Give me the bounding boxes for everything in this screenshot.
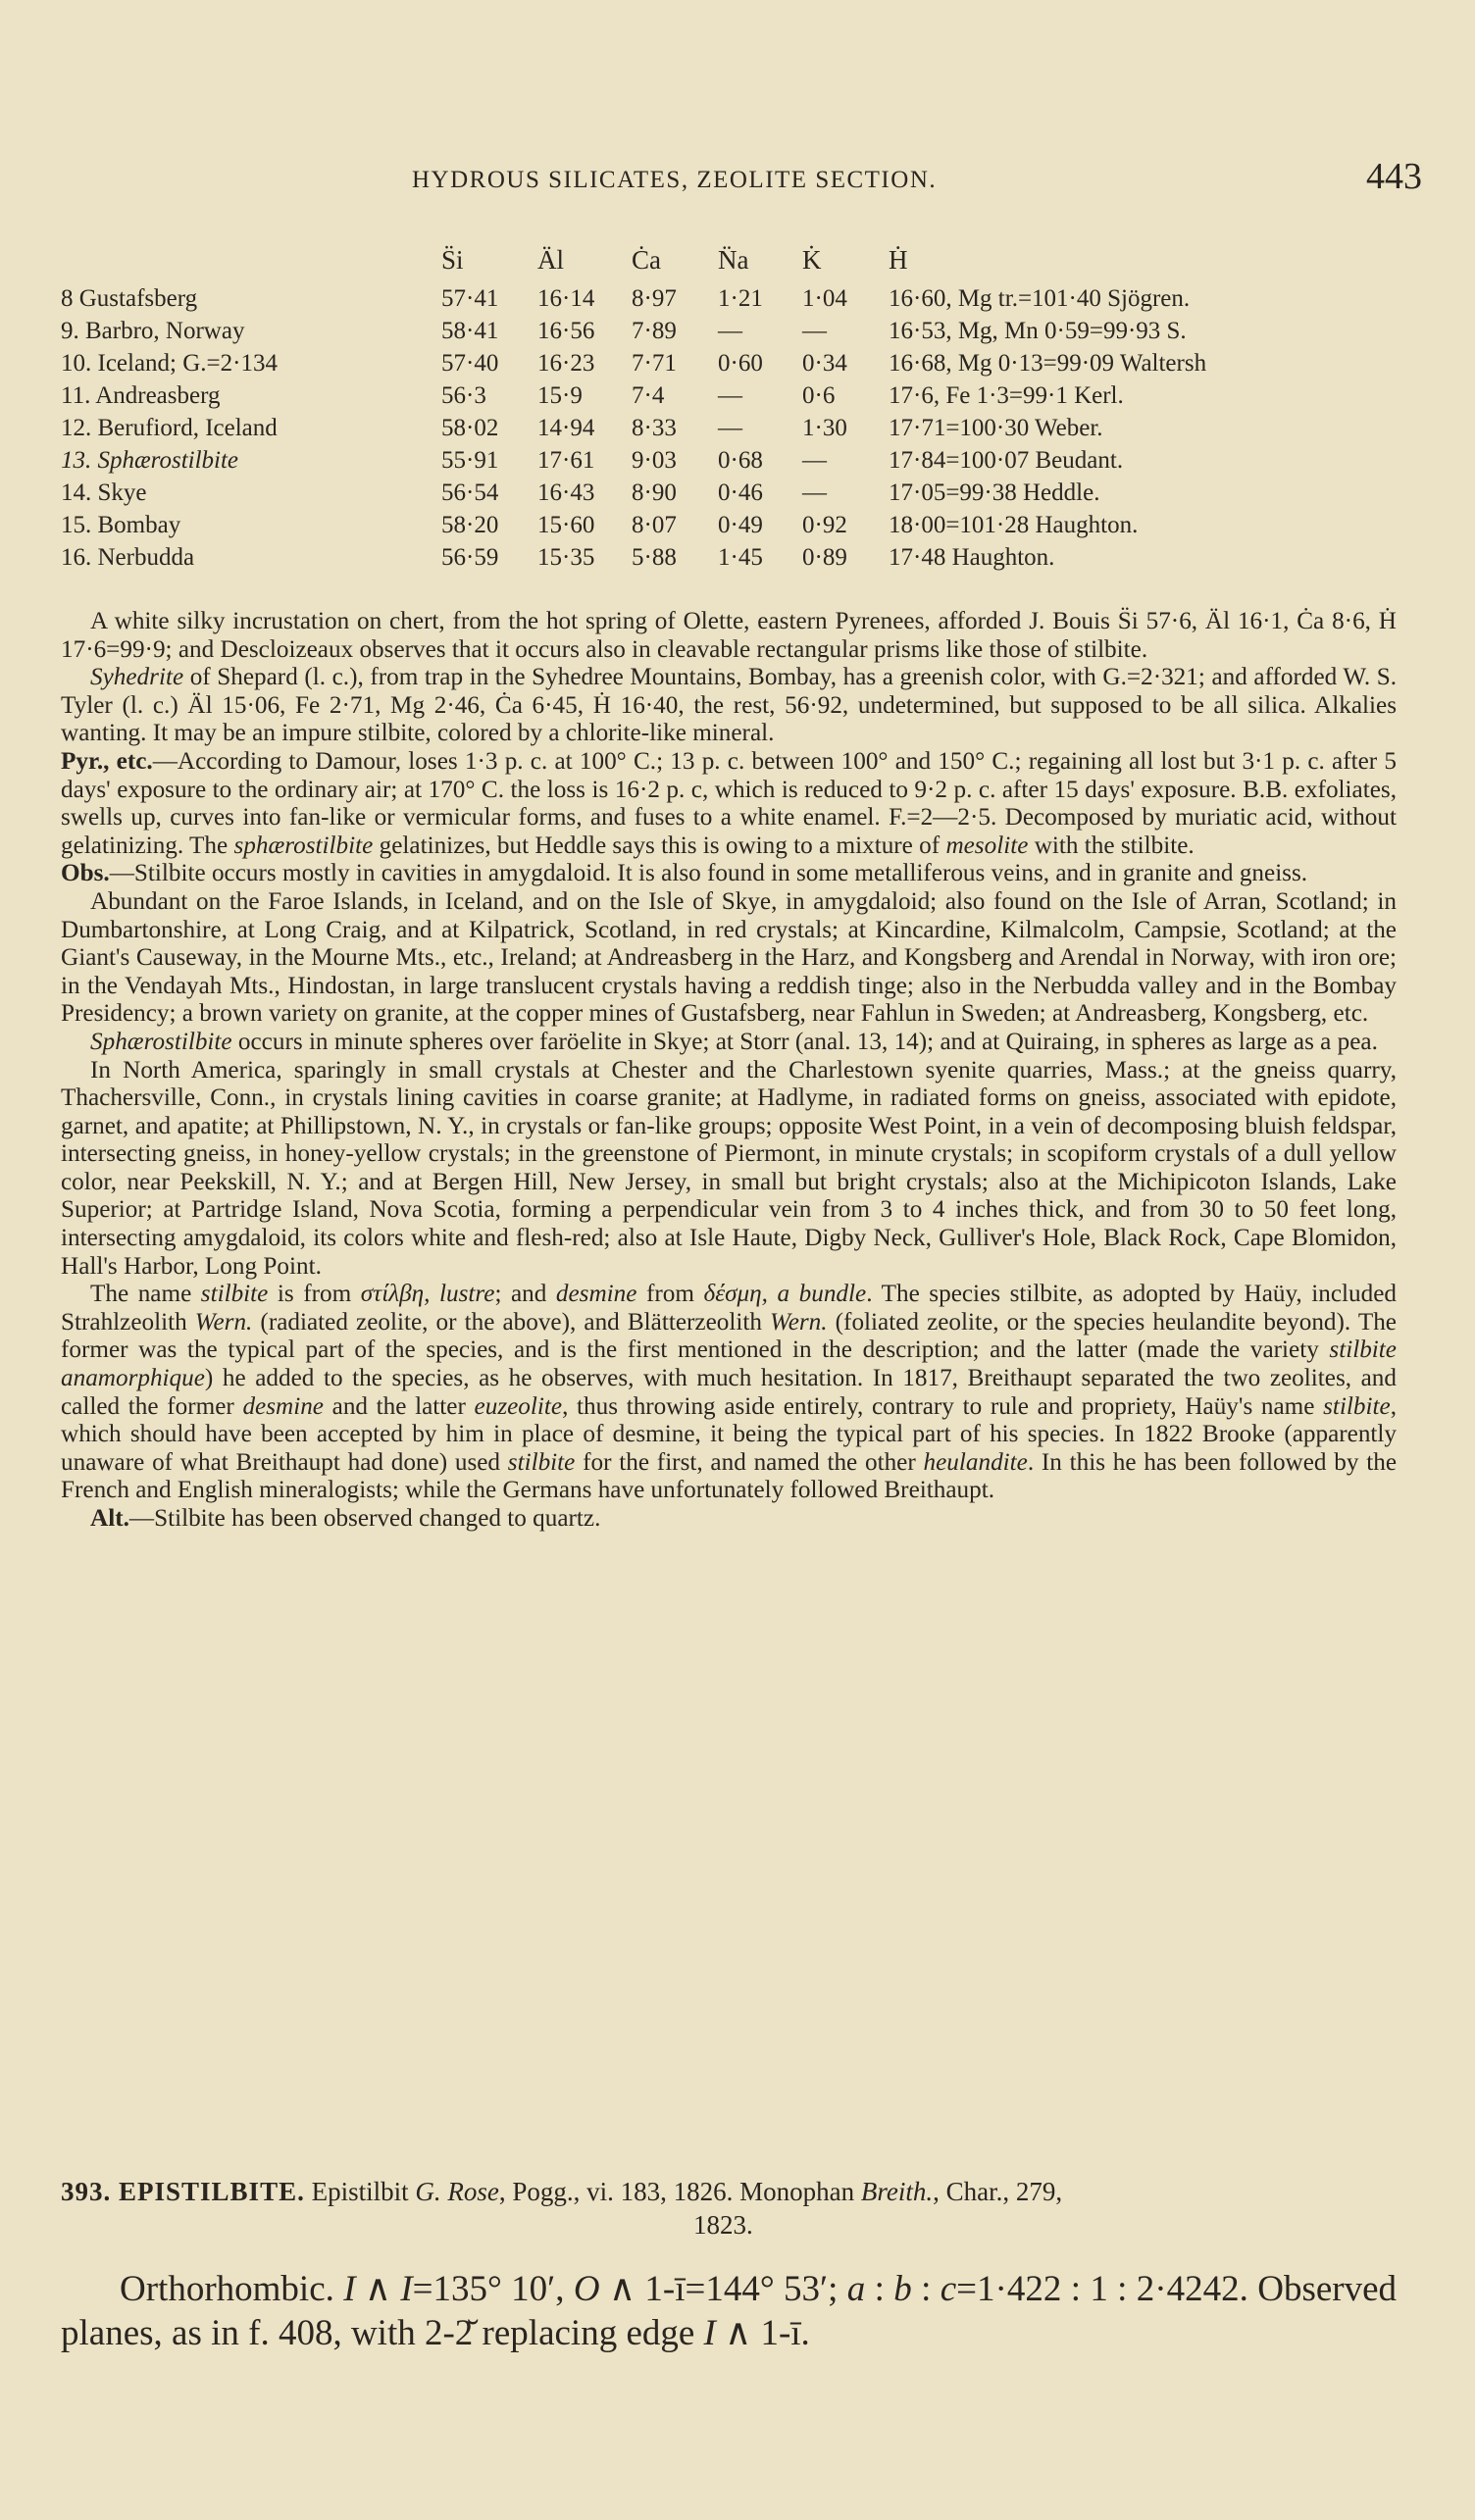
table-cell: 58·41: [441, 317, 499, 344]
table-cell: 56·54: [441, 479, 499, 506]
paragraph-olette: A white silky incrustation on chert, from the hot spring of Olette, eastern Pyrenees, afforded J. Bouis S̈i 57·6, Äl 16·1, Ċa 8·6, Ḣ 17·6=99·9; and Descloizeaux observes that it occurs also in cleavable rectangular prisms like those of stilbite.: [61, 608, 1397, 663]
paragraph-text: , which should have been accepted by him in place of desmine, it being the typical part of his species. In 1822 Brooke (apparently unaware of what Breithaupt had done) used: [61, 1392, 1397, 1476]
table-cell: —: [802, 479, 827, 506]
table-cell: —: [718, 317, 742, 344]
column-header: Ḣ: [889, 244, 908, 275]
table-cell: 0·89: [802, 543, 847, 571]
table-cell: 17·61: [537, 446, 595, 474]
table-row: [61, 444, 1438, 477]
paragraph-text: (foliated zeolite, or the species heulandite beyond). The former was the typical part of the species, and is the first mentioned in the description; and the latter (made the variety: [61, 1308, 1397, 1364]
symbol: I: [703, 2313, 716, 2353]
table-cell: 15·9: [537, 381, 583, 409]
table-cell: 9·03: [632, 446, 677, 474]
table-cell: 8·97: [632, 284, 677, 312]
paragraph-text: —Stilbite has been observed changed to quartz.: [128, 1505, 601, 1532]
term: stilbite anamorphique: [61, 1336, 1397, 1392]
table-row: [61, 315, 1438, 347]
table-cell: 16·53, Mg, Mn 0·59=99·93 S.: [889, 317, 1187, 344]
paragraph-text: , thus throwing aside entirely, contrary to rule and propriety, Haüy's name: [562, 1392, 1324, 1420]
table-cell: 16·23: [537, 349, 595, 377]
table-cell: 56·59: [441, 543, 499, 571]
table-cell: 14. Skye: [61, 479, 147, 506]
paragraph-text: —According to Damour, loses 1·3 p. c. at 100° C.; 13 p. c. between 100° and 150° C.; regaining all lost but 3·1 p. c. after 5 days' exposure to the ordinary air; at 170° C. the loss is 16·2 p. c, which is reduced to 9·2 p. c. after 15 days' exposure. B.B. exfoliates, swells up, curves into fan-like or vermicular forms, and fuses to a white enamel. F.=2—2·5. Decomposed by muriatic acid, without gelatinizing. The: [61, 747, 1398, 859]
table-cell: 0·46: [718, 479, 763, 506]
table-cell: 17·71=100·30 Weber.: [889, 414, 1103, 441]
table-cell: 57·40: [441, 349, 499, 377]
table-cell: 58·02: [441, 414, 499, 441]
paragraph-text: ∧: [355, 2269, 401, 2309]
paragraph-text: —Stilbite occurs mostly in cavities in amygdaloid. It is also found in some metalliferous veins, and in granite and gneiss.: [109, 860, 1308, 887]
paragraph-text: ; and: [494, 1281, 556, 1308]
heading-alt: Alt.: [90, 1505, 129, 1532]
term: euzeolite: [474, 1392, 563, 1420]
heading-obs: Obs.: [61, 860, 110, 887]
table-cell: 1·04: [802, 284, 847, 312]
paragraph-text: (radiated zeolite, or the above), and Blätterzeolith: [252, 1308, 771, 1336]
paragraph-crystal-system: [61, 2267, 1397, 2355]
table-cell: 8·07: [632, 511, 677, 538]
column-header: N̈a: [718, 244, 749, 275]
symbol: I: [343, 2269, 356, 2309]
heading-pyr: Pyr., etc.: [61, 747, 153, 775]
paragraph-sphaerostilbite: [61, 1029, 1397, 1057]
table-row: [61, 412, 1438, 444]
paragraph-text: and the latter: [323, 1392, 475, 1420]
term: Wern.: [770, 1308, 828, 1336]
paragraph-text: from: [636, 1281, 704, 1308]
term: desmine: [555, 1281, 637, 1308]
symbol: c: [940, 2269, 957, 2309]
table-cell: 8·33: [632, 414, 677, 441]
paragraph-text: gelatinizes, but Heddle says this is owing to a mixture of: [373, 832, 946, 859]
symbol: b: [893, 2269, 912, 2309]
paragraph-text: =1·422 : 1 : 2·4242. Observed planes, as in f. 408, with 2-2̆ replacing edge: [61, 2269, 1398, 2353]
synonymy-text: , Char., 279,: [933, 2177, 1063, 2206]
table-row: [61, 379, 1438, 412]
paragraph-text: ∧ 1-ī.: [715, 2313, 810, 2353]
paragraph-observations: [61, 860, 1397, 888]
term-sphaerostilbite: Sphærostilbite: [90, 1028, 232, 1055]
table-cell: 7·89: [632, 317, 677, 344]
paragraph-text: for the first, and named the other: [575, 1448, 924, 1476]
body-text: [61, 608, 1397, 1534]
table-cell: 17·48 Haughton.: [889, 543, 1055, 571]
term: stilbite: [200, 1281, 269, 1308]
table-cell: 56·3: [441, 381, 486, 409]
table-cell: 58·20: [441, 511, 499, 538]
running-header: [412, 156, 1422, 197]
page-number: 443: [1366, 156, 1422, 197]
table-cell: 57·41: [441, 284, 499, 312]
table-cell: —: [802, 317, 827, 344]
table-row: [61, 541, 1438, 574]
symbol: O: [573, 2269, 600, 2309]
table-cell: 55·91: [441, 446, 499, 474]
paragraph-alteration: [61, 1505, 1397, 1534]
table-cell: 16·43: [537, 479, 595, 506]
paragraph-text: Orthorhombic.: [120, 2269, 344, 2309]
term-sphaerostilbite: sphærostilbite: [233, 832, 374, 859]
paragraph-text: is from: [268, 1281, 361, 1308]
paragraph-syhedrite: [61, 664, 1397, 748]
term: στίλβη, lustre: [360, 1281, 495, 1308]
table-cell: 7·71: [632, 349, 677, 377]
paragraph-text: =135° 10′,: [412, 2269, 574, 2309]
term: heulandite: [923, 1448, 1028, 1476]
paragraph-text: . In this he has been followed by the French and English mineralogists; while the Germans have unfortunately followed Breithaupt.: [61, 1448, 1397, 1504]
table-cell: 0·60: [718, 349, 763, 377]
table-cell: 17·84=100·07 Beudant.: [889, 446, 1124, 474]
synonymy-text: , Pogg., vi. 183, 1826. Monophan: [498, 2177, 861, 2206]
paragraph-etymology: [61, 1281, 1397, 1505]
table-cell: 17·6, Fe 1·3=99·1 Kerl.: [889, 381, 1124, 409]
table-cell: 5·88: [632, 543, 677, 571]
term: Wern.: [194, 1308, 253, 1336]
table-cell: 15·60: [537, 511, 595, 538]
term: desmine: [242, 1392, 324, 1420]
paragraph-text: ) he added to the species, as he observes, with much hesitation. In 1817, Breithaupt separated the two zeolites, and called the former: [61, 1365, 1397, 1420]
table-cell: 15·35: [537, 543, 595, 571]
table-cell: —: [718, 414, 742, 441]
table-cell: —: [802, 446, 827, 474]
table-cell: 16·60, Mg tr.=101·40 Sjögren.: [889, 284, 1191, 312]
table-cell: 16·56: [537, 317, 595, 344]
synonymy-year: 1823.: [693, 2210, 753, 2240]
synonymy-text: Epistilbit: [304, 2177, 416, 2206]
term: stilbite: [507, 1448, 576, 1476]
term: δέσμη, a bundle: [703, 1281, 867, 1308]
table-cell: 8·90: [632, 479, 677, 506]
table-cell: 12. Berufiord, Iceland: [61, 414, 278, 441]
paragraph-pyrognostics: [61, 748, 1397, 860]
paragraph-text: occurs in minute spheres over faröelite in Skye; at Storr (anal. 13, 14); and at Quiraing, in spheres as large as a pea.: [231, 1028, 1378, 1055]
column-header: Ċa: [632, 244, 661, 275]
running-title: HYDROUS SILICATES, ZEOLITE SECTION.: [412, 167, 938, 193]
table-cell: 7·4: [632, 381, 665, 409]
paragraph-localities: Abundant on the Faroe Islands, in Iceland, and on the Isle of Skye, in amygdaloid; also found on the Isle of Arran, Scotland; in Dumbartonshire, at Long Craig, and at Kilpatrick, Scotland, in red crystals; at Kincardine, Kilmalcolm, Campsie, Scotland; at the Giant's Causeway, in the Mourne Mts., etc., Ireland; at Andreasberg in the Harz, and Kongsberg and Arendal in Norway, with iron ore; in the Vendayah Mts., Hindostan, in large translucent crystals having a reddish tinge; also in the Nerbudda valley and in the Bombay Presidency; a brown variety on granite, at the copper mines of Gustafsberg, near Fahlun in Sweden; at Andreasberg, Kongsberg, etc.: [61, 887, 1397, 1028]
table-cell: 16. Nerbudda: [61, 543, 195, 571]
paragraph-text: :: [865, 2269, 894, 2309]
species-title: 393. EPISTILBITE.: [61, 2177, 305, 2206]
table-cell: —: [718, 381, 742, 409]
term-syhedrite: Syhedrite: [90, 664, 184, 691]
table-cell: 1·30: [802, 414, 847, 441]
table-cell: 0·49: [718, 511, 763, 538]
crystallography-text: [61, 2267, 1397, 2355]
table-cell: 0·68: [718, 446, 763, 474]
symbol: a: [846, 2269, 866, 2309]
table-cell: 11. Andreasberg: [61, 381, 221, 409]
paragraph-text: ∧ 1-ī=144° 53′;: [599, 2269, 847, 2309]
paragraph-text: The name: [90, 1281, 201, 1308]
table-row: [61, 509, 1438, 541]
table-cell: 10. Iceland; G.=2·134: [61, 349, 278, 377]
analyses-table: [61, 243, 1438, 574]
table-row: [61, 477, 1438, 509]
term: stilbite: [1323, 1392, 1391, 1420]
paragraph-north-america: In North America, sparingly in small crystals at Chester and the Charlestown syenite quarries, Mass.; at the gneiss quarry, Thachersville, Conn., in crystals lining cavities in coarse granite; at Hadlyme, in radiated forms on gneiss, associated with epidote, garnet, and apatite; at Phillipstown, N. Y., in crystals or fan-like groups; opposite West Point, in a vein of decomposing bluish feldspar, intersecting gneiss, in honey-yellow crystals; in the greenstone of Piermont, in minute crystals; in scopiform crystals of a dull yellow color, near Peekskill, N. Y.; and at Bergen Hill, New Jersey, in small but bright crystals; also at the Michipicoton Islands, Lake Superior; at Partridge Island, Nova Scotia, forming a perpendicular vein from 3 to 4 inches thick, and from 30 to 50 feet long, intersecting amygdaloid, its colors white and flesh-red; also at Isle Haute, Digby Neck, Gulliver's Hole, Black Rock, Cape Blomidon, Hall's Harbor, Long Point.: [61, 1056, 1397, 1280]
table-cell: 0·34: [802, 349, 847, 377]
paragraph-text: . The species stilbite, as adopted by Haüy, included Strahlzeolith: [61, 1281, 1397, 1336]
table-cell: 0·92: [802, 511, 847, 538]
column-header: [61, 243, 441, 282]
table-cell: 0·6: [802, 381, 836, 409]
table-row: [61, 282, 1438, 315]
table-row: [61, 347, 1438, 379]
table-cell: 18·00=101·28 Haughton.: [889, 511, 1139, 538]
paragraph-text: :: [911, 2269, 941, 2309]
term-mesolite: mesolite: [945, 832, 1029, 859]
author-ref: Breith.: [860, 2177, 934, 2206]
table-cell: 1·21: [718, 284, 763, 312]
table-cell: 16·68, Mg 0·13=99·09 Waltersh: [889, 349, 1207, 377]
paragraph-text: with the stilbite.: [1028, 832, 1195, 859]
table-cell: 16·14: [537, 284, 595, 312]
table-cell: 14·94: [537, 414, 595, 441]
column-header: S̈i: [441, 244, 464, 275]
table-cell: 17·05=99·38 Heddle.: [889, 479, 1100, 506]
table-cell: 9. Barbro, Norway: [61, 317, 245, 344]
table-cell: 1·45: [718, 543, 763, 571]
author-ref: G. Rose: [415, 2177, 499, 2206]
symbol: I: [400, 2269, 413, 2309]
table-cell: 13. Sphærostilbite: [61, 446, 239, 474]
paragraph-text: of Shepard (l. c.), from trap in the Syhedree Mountains, Bombay, has a greenish color, with G.=2·321; and afforded W. S. Tyler (l. c.) Äl 15·06, Fe 2·71, Mg 2·46, Ċa 6·45, Ḣ 16·40, the rest, 56·92, undetermined, but supposed to be all silica. Alkalies wanting. It may be an impure stilbite, colored by a chlorite-like mineral.: [61, 664, 1397, 747]
section-heading-epistilbite: [61, 2175, 1395, 2242]
table-header-row: [61, 243, 1438, 282]
table-cell: 8 Gustafsberg: [61, 284, 198, 312]
column-header: Äl: [537, 244, 564, 275]
table-cell: 15. Bombay: [61, 511, 181, 538]
column-header: K̇: [802, 244, 822, 275]
